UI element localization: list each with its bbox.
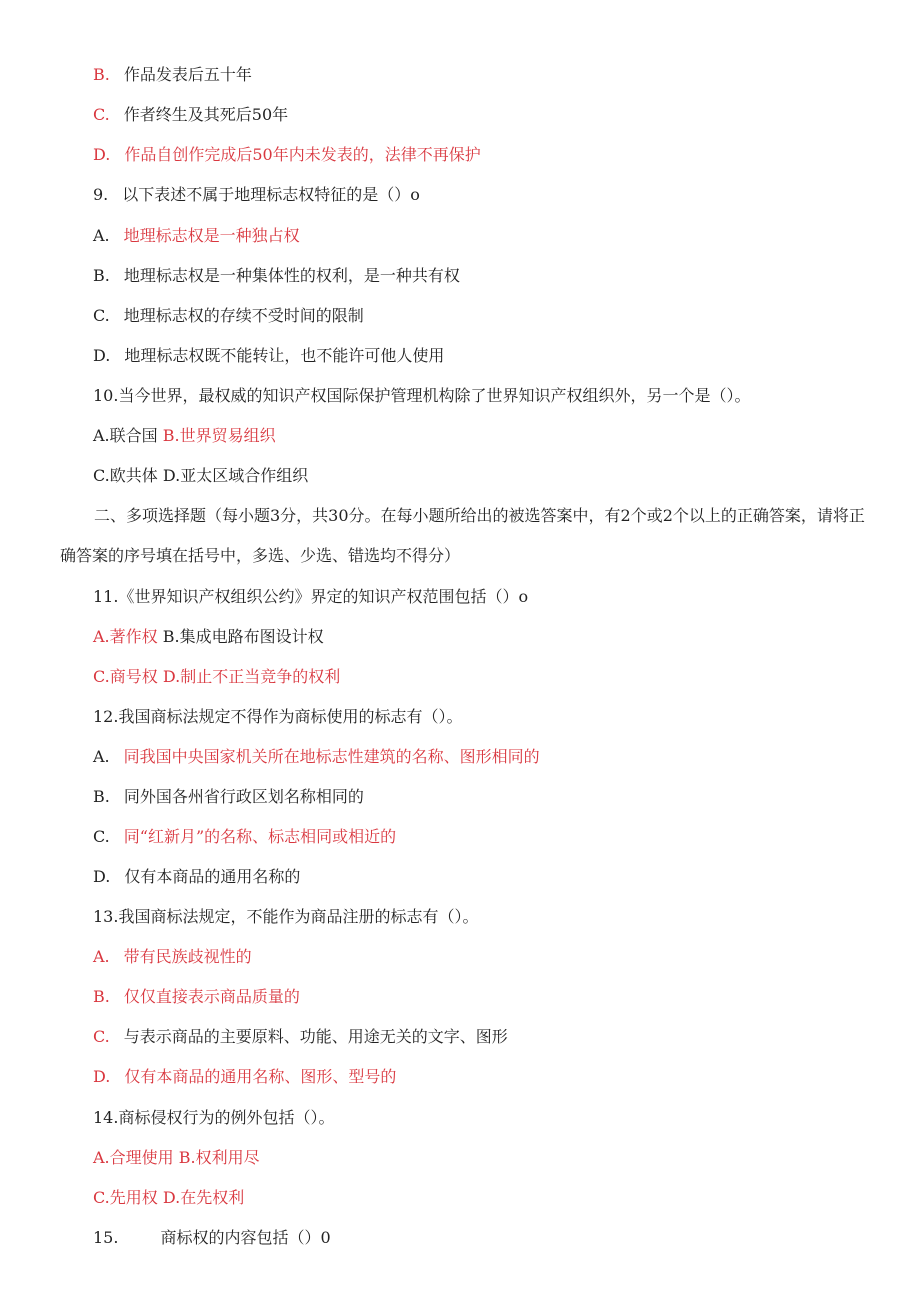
option-9b: B. 地理标志权是一种集体性的权利，是一种共有权 [93, 266, 460, 285]
section-heading-multiple-choice: 二、多项选择题（每小题3分，共30分。在每小题所给出的被选答案中，有2个或2个以上的正确答案，请将正确答案的序号填在括号中，多选、少选、错选均不得分） [60, 506, 865, 565]
option-8b: B. 作品发表后五十年 [93, 65, 252, 84]
question-11: 11.《世界知识产权组织公约》界定的知识产权范围包括（）o [93, 587, 529, 606]
option-13a: A. 带有民族歧视性的 [93, 947, 252, 966]
option-8c: C. 作者终生及其死后50年 [93, 105, 289, 124]
options-11ab: A.著作权 B.集成电路布图设计权 [93, 627, 324, 646]
options-14ab: A.合理使用 B.权利用尽 [93, 1148, 260, 1167]
option-13d: D. 仅有本商品的通用名称、图形、型号的 [93, 1067, 397, 1086]
option-9c: C. 地理标志权的存续不受时间的限制 [93, 306, 364, 325]
options-10cd: C.欧共体 D.亚太区域合作组织 [93, 466, 309, 485]
options-10ab: A.联合国 B.世界贸易组织 [93, 426, 276, 445]
option-13c: C. 与表示商品的主要原料、功能、用途无关的文字、图形 [93, 1027, 508, 1046]
question-13: 13.我国商标法规定，不能作为商品注册的标志有（）。 [93, 907, 479, 926]
option-12b: B. 同外国各州省行政区划名称相同的 [93, 787, 364, 806]
option-12c: C. 同“红新月”的名称、标志相同或相近的 [93, 827, 397, 846]
question-9: 9. 以下表述不属于地理标志权特征的是（）o [93, 185, 420, 204]
option-8d: D. 作品自创作完成后50年内未发表的，法律不再保护 [93, 145, 481, 164]
options-11cd: C.商号权 D.制止不正当竞争的权利 [93, 667, 341, 686]
option-9d: D. 地理标志权既不能转让，也不能许可他人使用 [93, 346, 445, 365]
option-12a: A. 同我国中央国家机关所在地标志性建筑的名称、图形相同的 [93, 747, 540, 766]
option-13b: B. 仅仅直接表示商品质量的 [93, 987, 300, 1006]
question-15: 15. 商标权的内容包括（）0 [93, 1228, 331, 1247]
question-12: 12.我国商标法规定不得作为商标使用的标志有（）。 [93, 707, 463, 726]
question-14: 14.商标侵权行为的例外包括（）。 [93, 1108, 335, 1127]
option-9a: A. 地理标志权是一种独占权 [93, 226, 300, 245]
question-10: 10.当今世界，最权威的知识产权国际保护管理机构除了世界知识产权组织外，另一个是（）。 [93, 386, 751, 405]
option-12d: D. 仅有本商品的通用名称的 [93, 867, 301, 886]
options-14cd: C.先用权 D.在先权利 [93, 1188, 245, 1207]
